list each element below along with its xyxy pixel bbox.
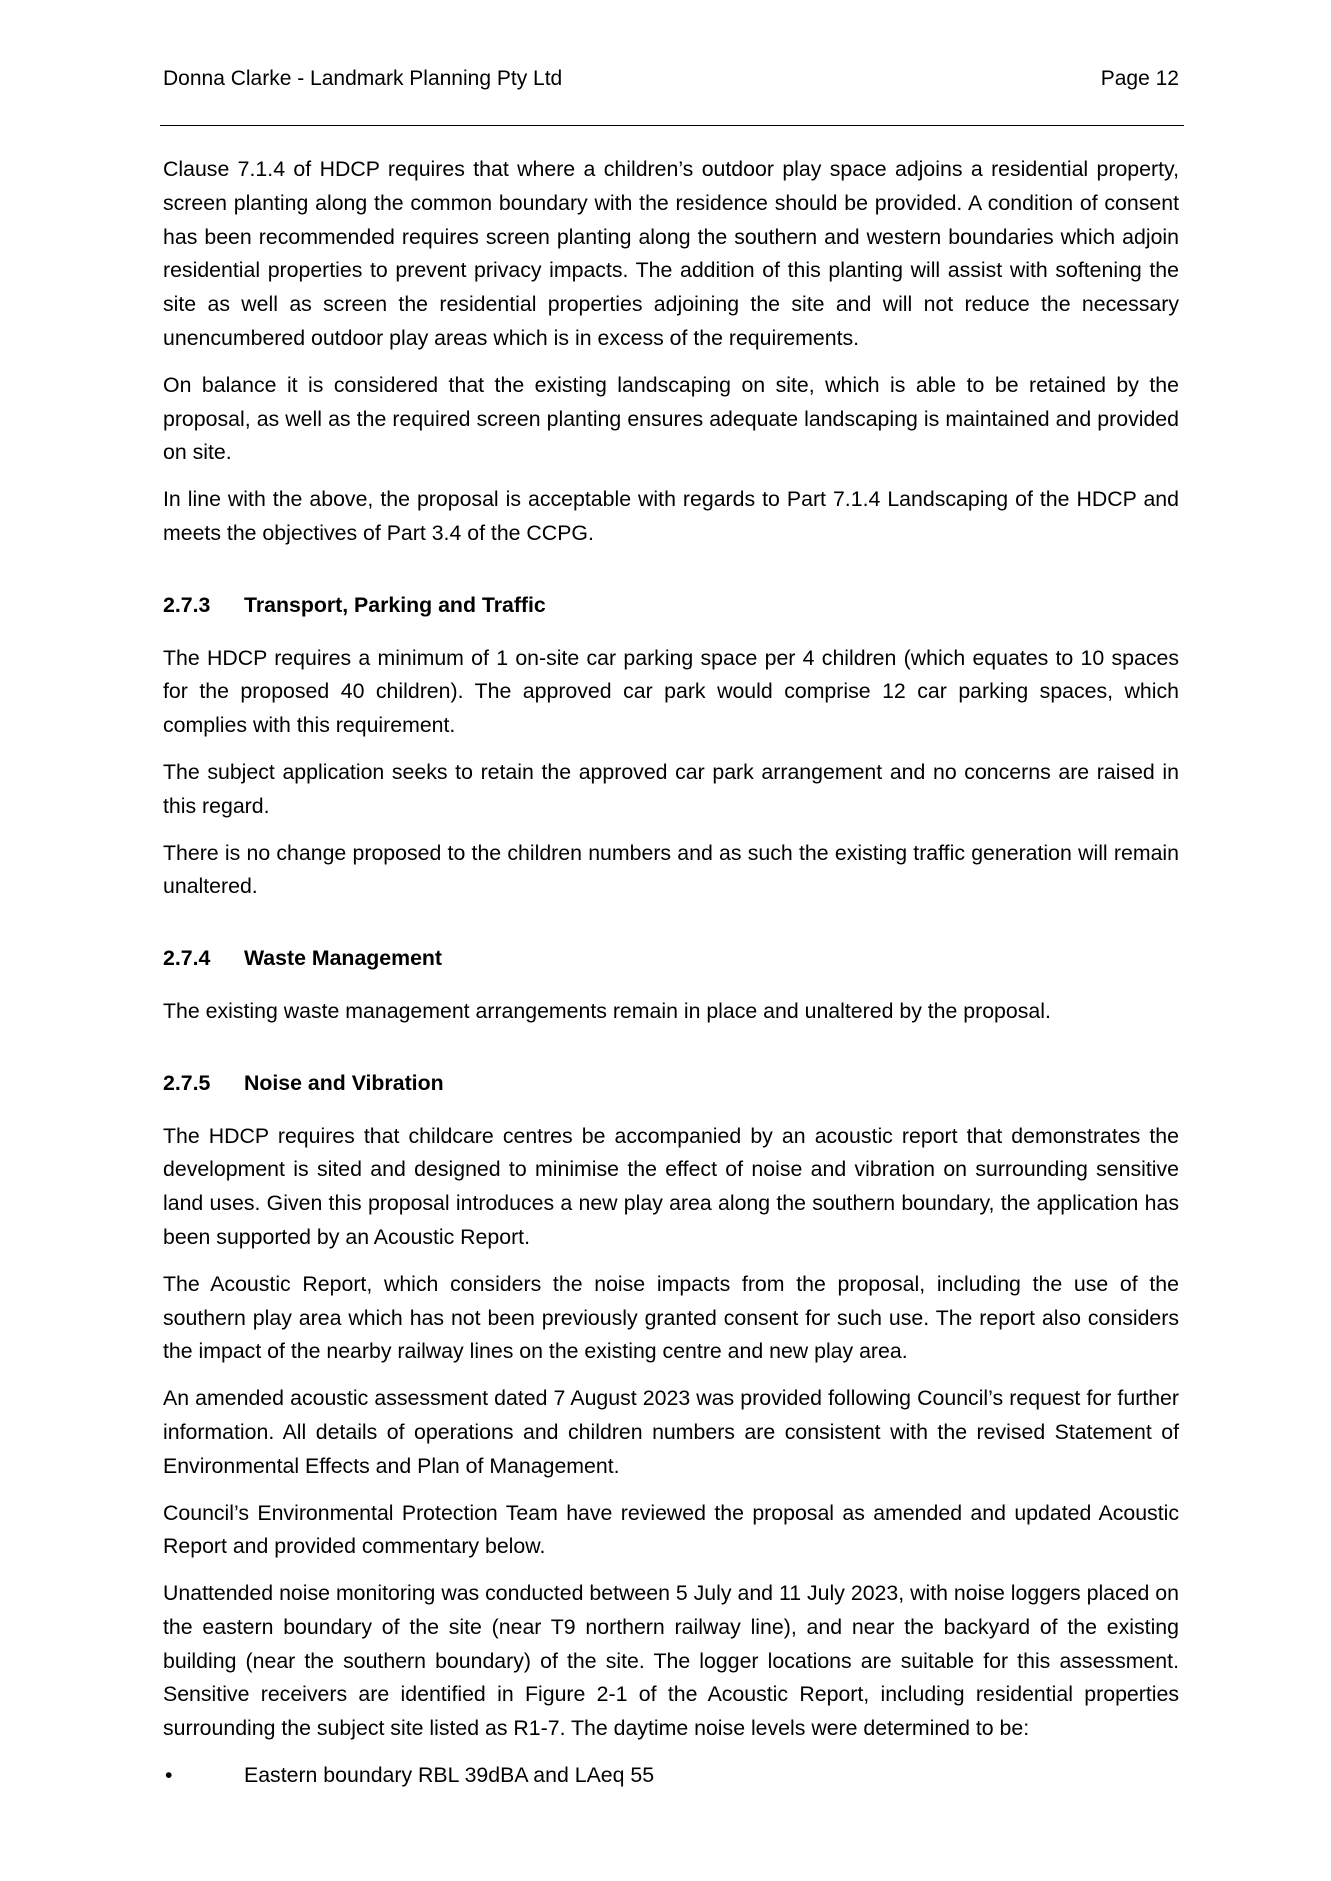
- bullet-marker: •: [165, 1763, 173, 1788]
- section-number: 2.7.4: [163, 946, 211, 971]
- paragraph: The HDCP requires that childcare centres be accompanied by an acoustic report that demonstrates the development is sited and designed to minimise the effect of noise and vibration on surrounding sensitive land uses. Given this proposal introduces a new play area along the southern boundary, the application has been supported by an Acoustic Report.: [163, 1123, 1179, 1249]
- paragraph: On balance it is considered that the existing landscaping on site, which is able to be retained by the proposal, as well as the required screen planting ensures adequate landscaping is maintained and provided on site.: [163, 372, 1179, 465]
- section-title: Transport, Parking and Traffic: [244, 592, 546, 617]
- paragraph: Clause 7.1.4 of HDCP requires that where a children’s outdoor play space adjoins a residential property, screen planting along the common boundary with the residence should be provided. A condition of consent has been recommended requires screen planting along the southern and western boundaries which adjoin residential properties to prevent privacy impacts. The addition of this planting will assist with softening the site as well as screen the residential properties adjoining the site and will not reduce the necessary unencumbered outdoor play areas which is in excess of the requirements.: [163, 157, 1179, 350]
- section-heading-waste: [163, 942, 1179, 976]
- section-title: Waste Management: [244, 946, 443, 971]
- paragraph: In line with the above, the proposal is acceptable with regards to Part 7.1.4 Landscaping of the HDCP and meets the objectives of Part 3.4 of the CCPG.: [163, 487, 1179, 545]
- section-title: Noise and Vibration: [244, 1070, 444, 1095]
- section-number: 2.7.5: [163, 1070, 211, 1095]
- list-item-text: Eastern boundary RBL 39dBA and LAeq 55: [244, 1763, 655, 1788]
- header-page-number: Page 12: [1100, 67, 1179, 90]
- section-heading-transport: [163, 589, 1179, 623]
- list-item: [163, 1759, 1179, 1793]
- paragraph: Unattended noise monitoring was conducted between 5 July and 11 July 2023, with noise loggers placed on the eastern boundary of the site (near T9 northern railway line), and near the backyard of the existing building (near the southern boundary) of the site. The logger locations are suitable for this assessment. Sensitive receivers are identified in Figure 2-1 of the Acoustic Report, including residential properties surrounding the subject site listed as R1-7. The daytime noise levels were determined to be:: [163, 1581, 1179, 1741]
- paragraph: Council’s Environmental Protection Team have reviewed the proposal as amended and updated Acoustic Report and provided commentary below.: [163, 1500, 1179, 1559]
- header-divider: [160, 125, 1184, 126]
- header-company: Donna Clarke - Landmark Planning Pty Ltd: [163, 67, 563, 90]
- paragraph: The HDCP requires a minimum of 1 on-site car parking space per 4 children (which equates to 10 spaces for the proposed 40 children). The approved car park would comprise 12 car parking spaces, which complies with this requirement.: [163, 645, 1179, 738]
- paragraph: An amended acoustic assessment dated 7 August 2023 was provided following Council’s request for further information. All details of operations and children numbers are consistent with the revised Statement of Environmental Effects and Plan of Management.: [163, 1386, 1179, 1478]
- section-number: 2.7.3: [163, 592, 211, 617]
- paragraph: The existing waste management arrangements remain in place and unaltered by the proposal.: [163, 998, 1051, 1023]
- paragraph: The Acoustic Report, which considers the noise impacts from the proposal, including the use of the southern play area which has not been previously granted consent for such use. The report also considers the impact of the nearby railway lines on the existing centre and new play area.: [163, 1271, 1179, 1364]
- paragraph: The subject application seeks to retain the approved car park arrangement and no concerns are raised in this regard.: [163, 759, 1179, 818]
- paragraph: There is no change proposed to the children numbers and as such the existing traffic generation will remain unaltered.: [163, 840, 1179, 899]
- noise-levels-list: [163, 1759, 1179, 1793]
- section-heading-noise: [163, 1067, 1179, 1101]
- document-body: [163, 153, 1179, 1793]
